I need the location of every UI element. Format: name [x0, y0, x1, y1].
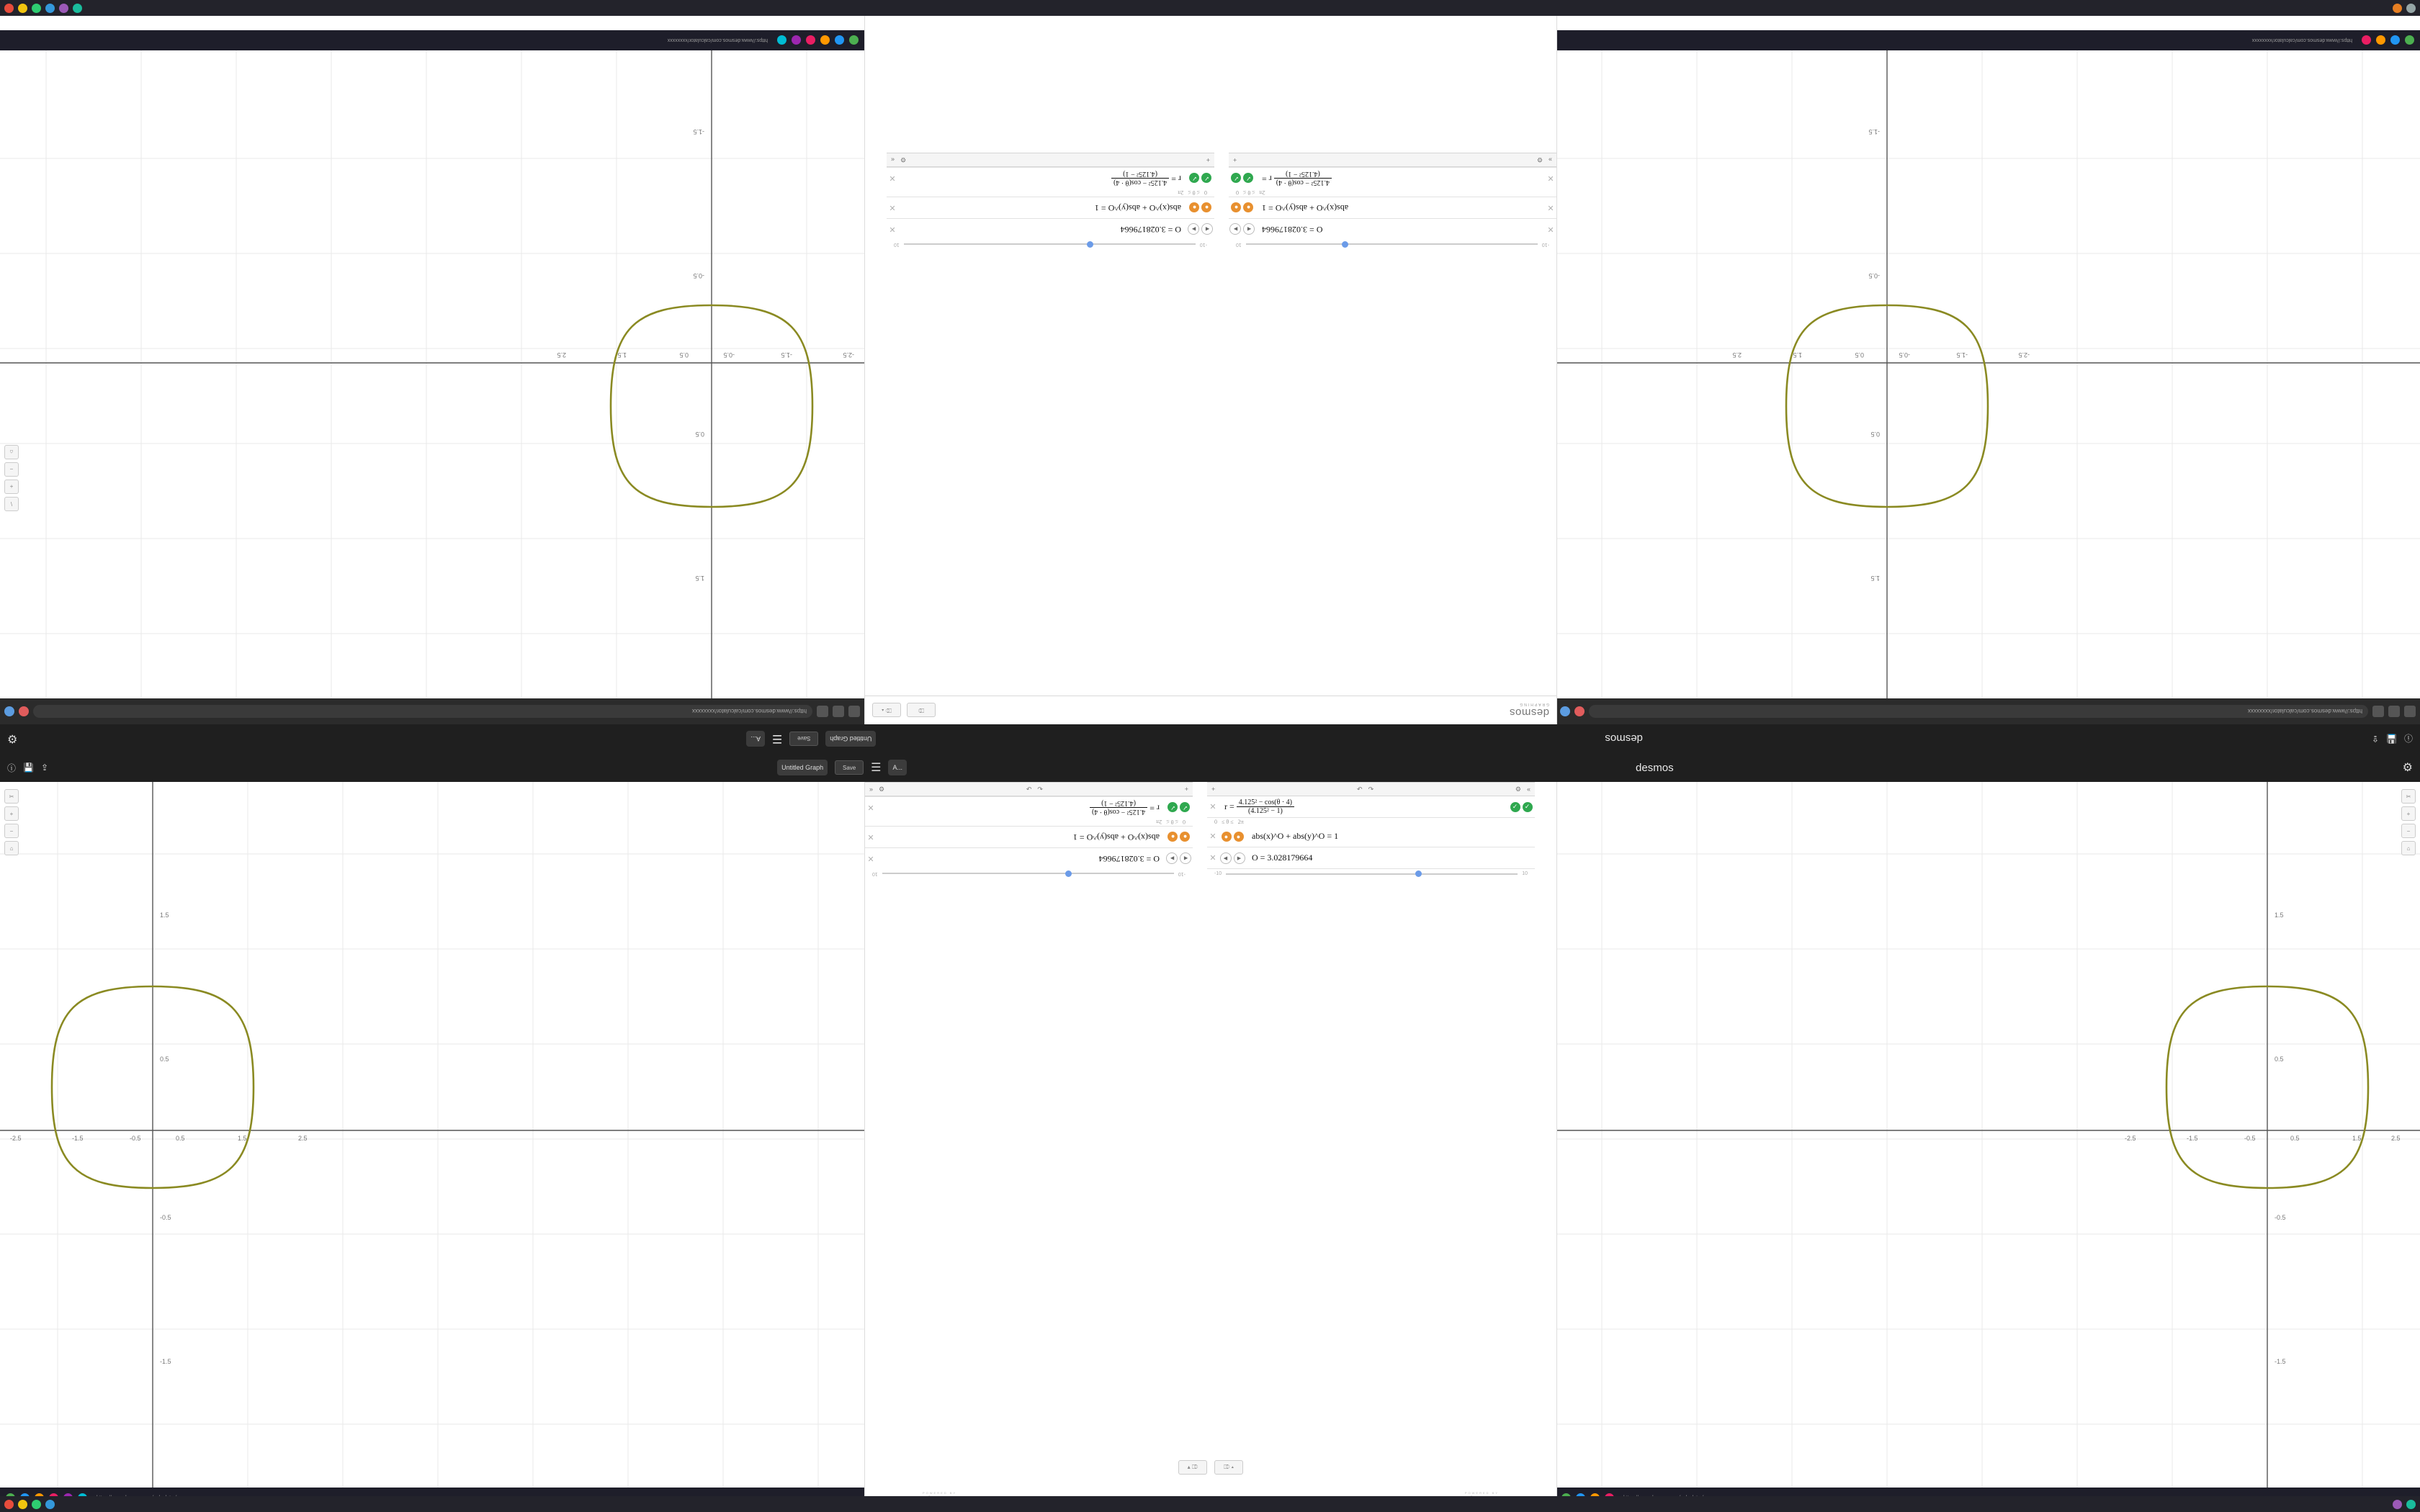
polar-numerator: 4.125² − cos(θ · 4) [1274, 178, 1332, 187]
graph-canvas-tl[interactable] [0, 50, 864, 698]
delete-expression-button[interactable]: ✕ [1209, 832, 1216, 841]
expression-row-3[interactable] [865, 847, 1193, 869]
profile-icon[interactable] [1560, 706, 1570, 716]
extension-icon[interactable] [1574, 706, 1585, 716]
delete-expression-button[interactable]: ✕ [889, 203, 896, 212]
color-swatches[interactable] [1229, 203, 1256, 213]
expression-row-3[interactable] [1207, 847, 1535, 869]
svg-text:1.5: 1.5 [238, 1135, 247, 1142]
window-top-right[interactable] [1556, 0, 2420, 724]
color-dot-orange-2[interactable]: ● [1190, 203, 1200, 213]
delete-expression-button[interactable]: ✕ [1209, 803, 1216, 811]
polar-numerator: 4.125² − cos(θ · 4) [1090, 807, 1147, 816]
slider-next-button[interactable]: ▶ [1234, 852, 1245, 864]
color-dot-green[interactable]: ✓ [1244, 174, 1254, 184]
polar-denominator: (4.125² − 1) [1101, 799, 1137, 807]
color-dot-green[interactable]: ✓ [1510, 802, 1520, 812]
forward-icon[interactable] [2388, 706, 2400, 717]
domain-row [887, 189, 1214, 197]
color-dot-orange-2[interactable]: ● [1168, 832, 1178, 842]
svg-text:-1.5: -1.5 [1868, 128, 1880, 135]
graph-title[interactable]: Untitled Graph [777, 760, 828, 775]
svg-text:0.5: 0.5 [176, 1135, 185, 1142]
expression-latex-2[interactable]: abs(x)^O + abs(y)^O = 1 [1252, 831, 1339, 841]
undo-icon[interactable]: ↶ [1357, 785, 1363, 793]
domain-max: 2π [1237, 819, 1244, 825]
expression-list-left-b[interactable] [865, 782, 1193, 878]
delete-expression-button[interactable]: ✕ [1547, 225, 1554, 233]
address-bar[interactable]: https://www.desmos.com/calculator/xxxxxxxx [1589, 705, 2368, 718]
expression-latex-3[interactable]: O = 3.028179664 [1120, 225, 1181, 235]
delete-expression-button[interactable]: ✕ [867, 854, 874, 863]
desmos-wordmark: desmos [1605, 732, 1643, 745]
expression-list-right-b[interactable] [1207, 782, 1535, 878]
account-label[interactable]: A... [746, 731, 765, 747]
expression-latex-3[interactable]: O = 3.028179664 [1252, 852, 1313, 863]
profile-icon[interactable] [4, 706, 14, 716]
graph-svg [0, 50, 864, 698]
slider-knob[interactable] [1415, 870, 1422, 877]
svg-text:-0.5: -0.5 [130, 1135, 141, 1142]
svg-text:1.5: 1.5 [2275, 912, 2284, 919]
gear-icon[interactable]: ⚙ [900, 156, 907, 164]
expression-row-1[interactable] [1207, 796, 1535, 818]
back-icon[interactable] [2404, 706, 2416, 717]
hamburger-icon[interactable]: ☰ [771, 732, 783, 744]
polar-lhs: r = [1171, 174, 1181, 184]
color-dot-orange[interactable]: ● [1244, 203, 1254, 213]
expression-list-right[interactable] [887, 153, 1214, 249]
domain-text: ≤ θ ≤ [1222, 819, 1234, 825]
zoom-in-button[interactable]: + [4, 806, 19, 821]
gear-icon[interactable]: ⚙ [1536, 156, 1543, 164]
keypad-button[interactable]: ⎄ [907, 703, 936, 718]
slider-max-label: 10 [1236, 242, 1242, 247]
color-swatches[interactable] [1187, 203, 1214, 213]
svg-text:-0.5: -0.5 [2275, 1214, 2286, 1221]
home-button[interactable]: ⌂ [4, 445, 19, 459]
domain-max: 2π [1259, 189, 1265, 196]
expression-toolbar-right-b[interactable] [1207, 782, 1535, 796]
back-icon[interactable] [848, 706, 860, 717]
expression-panel-bottom[interactable] [864, 782, 1557, 1512]
help-icon[interactable]: ⓘ [7, 762, 17, 773]
slider-max-label: 10 [872, 871, 878, 876]
slider-max-label: 10 [894, 242, 900, 247]
forward-icon[interactable] [833, 706, 844, 717]
zoom-out-button[interactable]: − [4, 462, 19, 477]
slider-prev-button[interactable]: ◀ [1202, 224, 1214, 235]
slider-min-label: -10 [1541, 242, 1549, 247]
polar-denominator: (4.125² − 1) [1123, 170, 1158, 178]
slider-row[interactable] [1207, 869, 1535, 878]
zoom-out-button[interactable]: − [4, 824, 19, 838]
svg-text:0.5: 0.5 [2275, 1056, 2284, 1063]
settings-icon[interactable]: ⚙ [2402, 762, 2413, 774]
svg-text:-2.5: -2.5 [10, 1135, 22, 1142]
collapse-icon[interactable]: » [869, 786, 874, 793]
collapse-icon[interactable]: « [1527, 786, 1531, 793]
color-dot-green-2[interactable]: ✓ [1232, 174, 1242, 184]
graph-canvas-tr[interactable] [1556, 50, 2420, 698]
expression-toolbar-left[interactable] [1229, 153, 1556, 167]
browser-toolbar-tl[interactable] [0, 698, 864, 724]
delete-expression-button[interactable]: ✕ [867, 832, 874, 841]
save-icon[interactable]: 💾 [2386, 734, 2397, 744]
expression-row-2[interactable] [887, 197, 1214, 218]
zoom-in-button[interactable]: + [2401, 806, 2416, 821]
extension-icon[interactable] [19, 706, 29, 716]
domain-row [1207, 818, 1535, 826]
domain-text: ≤ θ ≤ [1188, 189, 1200, 196]
keypad-button-2[interactable]: ⎄ ▴ [1214, 1460, 1243, 1475]
add-expression-button[interactable]: + [1206, 156, 1210, 163]
polar-numerator: 4.125² − cos(θ · 4) [1111, 178, 1169, 187]
redo-icon[interactable]: ↷ [1368, 785, 1374, 793]
add-expression-button[interactable]: + [1211, 786, 1216, 793]
delete-expression-button[interactable]: ✕ [1209, 854, 1216, 863]
desmos-titlebar-bottom[interactable] [0, 753, 2420, 782]
save-button[interactable]: Save [835, 760, 864, 775]
color-dot-orange[interactable]: ● [1202, 203, 1212, 213]
wrench-button[interactable]: ✂ [4, 789, 19, 804]
add-expression-button[interactable]: + [1184, 786, 1189, 793]
svg-text:-2.5: -2.5 [2125, 1135, 2136, 1142]
expression-latex-1[interactable] [898, 170, 1187, 187]
expression-latex-2[interactable]: abs(x)^O + abs(y)^O = 1 [1072, 832, 1160, 842]
zoom-reset-button[interactable]: \ [4, 497, 19, 511]
title-bar-band [0, 724, 2420, 782]
expression-row-1[interactable] [865, 796, 1193, 818]
expression-row-2[interactable] [1229, 197, 1556, 218]
svg-text:1.5: 1.5 [1793, 351, 1802, 359]
wrench-button[interactable]: ✂ [2401, 789, 2416, 804]
svg-text:-1.5: -1.5 [2275, 1358, 2286, 1365]
polar-denominator: (4.125² − 1) [1247, 807, 1283, 815]
address-bar[interactable]: https://www.desmos.com/calculator/xxxxxxxx [33, 705, 812, 718]
svg-text:0.5: 0.5 [679, 351, 689, 359]
slider-min-label: -10 [1178, 871, 1186, 876]
color-dot-orange[interactable]: ● [1180, 832, 1191, 842]
color-swatches[interactable] [1165, 803, 1193, 813]
svg-text:-1.5: -1.5 [693, 128, 704, 135]
domain-min: 0 [1236, 189, 1239, 196]
window-top-left[interactable] [0, 0, 864, 724]
graph-canvas-br[interactable] [1556, 782, 2420, 1488]
slider-row[interactable] [865, 869, 1193, 878]
color-swatches[interactable] [1219, 832, 1246, 842]
slider-knob[interactable] [1087, 242, 1093, 248]
slider-track[interactable] [904, 244, 1196, 246]
domain-max: 2π [1156, 819, 1162, 825]
svg-text:2.5: 2.5 [2391, 1135, 2401, 1142]
delete-expression-button[interactable]: ✕ [1547, 203, 1554, 212]
domain-max: 2π [1178, 189, 1184, 196]
expression-row-3[interactable] [1229, 218, 1556, 240]
slider-next-button[interactable]: ▶ [1188, 224, 1200, 235]
svg-text:-0.5: -0.5 [1868, 272, 1880, 279]
svg-text:-0.5: -0.5 [693, 272, 704, 279]
expression-row-3[interactable] [887, 218, 1214, 240]
delete-expression-button[interactable]: ✕ [1547, 174, 1554, 182]
expression-list-left[interactable] [1229, 153, 1556, 249]
expression-toolbar-left-b[interactable] [865, 782, 1193, 796]
svg-text:0.5: 0.5 [2290, 1135, 2300, 1142]
delete-expression-button[interactable]: ✕ [867, 803, 874, 811]
graph-svg [1556, 50, 2420, 698]
save-button[interactable]: Save [789, 732, 818, 746]
svg-text:-2.5: -2.5 [843, 351, 854, 359]
save-icon[interactable]: 💾 [23, 762, 34, 773]
svg-text:2.5: 2.5 [298, 1135, 308, 1142]
svg-text:2.5: 2.5 [1732, 351, 1742, 359]
expression-latex-1[interactable] [1256, 170, 1545, 187]
keypad-bar[interactable] [865, 1460, 1556, 1475]
svg-text:-1.5: -1.5 [781, 351, 792, 359]
color-swatches[interactable] [1229, 174, 1256, 184]
svg-text:-1.5: -1.5 [160, 1358, 171, 1365]
slider-playback-controls[interactable] [1165, 853, 1193, 865]
collapse-icon[interactable]: » [1548, 156, 1552, 163]
svg-text:1.5: 1.5 [2352, 1135, 2362, 1142]
window-bottom-right[interactable] [1556, 782, 2420, 1512]
footer-logo-left: POWERED BY [923, 1491, 957, 1495]
desmos-logo: desmos GRAPHING [1509, 702, 1549, 719]
svg-text:0.5: 0.5 [695, 431, 704, 438]
status-text: https://www.desmos.com/calculator/xxxxxxxx [667, 37, 768, 43]
redo-icon[interactable]: ↷ [1037, 785, 1043, 793]
zoom-in-button[interactable]: + [4, 480, 19, 494]
os-strip-bottom[interactable] [0, 1496, 2420, 1512]
color-swatches[interactable] [1507, 802, 1535, 812]
svg-text:-1.5: -1.5 [2187, 1135, 2198, 1142]
expression-latex-1[interactable] [877, 799, 1165, 816]
slider-playback-controls[interactable] [1229, 224, 1256, 235]
color-dot-green[interactable]: ✓ [1180, 803, 1191, 813]
graph-svg [0, 782, 864, 1488]
window-bottom-left[interactable] [0, 782, 864, 1512]
share-icon[interactable]: ⇪ [2371, 734, 2380, 744]
slider-knob[interactable] [1342, 242, 1348, 248]
slider-row[interactable] [887, 240, 1214, 249]
graph-svg [1556, 782, 2420, 1488]
expression-latex-3[interactable]: O = 3.028179664 [1262, 225, 1323, 235]
expression-panel-top[interactable] [864, 0, 1557, 724]
os-strip-top[interactable] [0, 0, 2420, 16]
color-dot-green[interactable]: ✓ [1202, 174, 1212, 184]
svg-text:-0.5: -0.5 [160, 1214, 171, 1221]
desmos-header-top[interactable] [865, 696, 1556, 724]
svg-text:0.5: 0.5 [160, 1056, 169, 1063]
polar-denominator: (4.125² − 1) [1285, 170, 1320, 178]
collapse-icon[interactable]: « [891, 156, 895, 163]
domain-min: 0 [1214, 819, 1217, 825]
color-swatches[interactable] [1165, 832, 1193, 842]
slider-min-label: -10 [1199, 242, 1207, 247]
browser-toolbar-tr[interactable] [1556, 698, 2420, 724]
expression-row-1[interactable] [887, 167, 1214, 189]
slider-prev-button[interactable]: ◀ [1244, 224, 1255, 235]
share-icon[interactable]: ⇪ [40, 762, 49, 773]
slider-min-label: -10 [1214, 871, 1222, 876]
taskbar-tl[interactable] [0, 30, 864, 50]
taskbar-tr[interactable] [1556, 30, 2420, 50]
polar-lhs: r = [1224, 801, 1234, 811]
zoom-out-button[interactable]: − [2401, 824, 2416, 838]
expression-latex-2[interactable]: abs(x)^O + abs(y)^O = 1 [1262, 203, 1349, 213]
expression-row-2[interactable] [865, 826, 1193, 847]
slider-track[interactable] [1246, 244, 1538, 246]
domain-min: 0 [1183, 819, 1186, 825]
add-expression-button[interactable]: + [1233, 156, 1237, 163]
delete-expression-button[interactable]: ✕ [889, 174, 896, 182]
svg-text:-0.5: -0.5 [1899, 351, 1910, 359]
color-dot-green-2[interactable]: ✓ [1190, 174, 1200, 184]
slider-playback-controls[interactable] [1219, 852, 1246, 864]
keypad-button[interactable]: ▴ ⎄ [1178, 1460, 1207, 1475]
expression-toolbar-right[interactable] [887, 153, 1214, 167]
expression-row-2[interactable] [1207, 826, 1535, 847]
svg-text:-2.5: -2.5 [2018, 351, 2030, 359]
footer-logo-right: POWERED BY [1464, 1491, 1499, 1495]
status-text: https://www.desmos.com/calculator/xxxxxxxx [2251, 37, 2352, 43]
expression-row-1[interactable] [1229, 167, 1556, 189]
graph-title[interactable]: Untitled Graph [825, 731, 876, 747]
color-swatches[interactable] [1187, 174, 1214, 184]
color-dot-orange-2[interactable]: ● [1234, 832, 1244, 842]
help-icon[interactable]: ⓘ [2403, 733, 2413, 744]
svg-text:1.5: 1.5 [1870, 575, 1880, 582]
svg-text:1.5: 1.5 [160, 912, 169, 919]
settings-icon[interactable]: ⚙ [7, 732, 18, 744]
svg-text:0.5: 0.5 [1855, 351, 1864, 359]
slider-playback-controls[interactable] [1187, 224, 1214, 235]
desmos-wordmark: desmos [1636, 761, 1674, 774]
svg-text:-0.5: -0.5 [2244, 1135, 2256, 1142]
slider-max-label: 10 [1522, 871, 1528, 876]
svg-text:2.5: 2.5 [557, 351, 566, 359]
slider-row[interactable] [1229, 240, 1556, 249]
color-dot-orange[interactable]: ● [1222, 832, 1232, 842]
gear-icon[interactable]: ⚙ [879, 785, 885, 793]
account-label[interactable]: A... [888, 760, 907, 775]
color-dot-orange-2[interactable]: ● [1232, 203, 1242, 213]
svg-text:-1.5: -1.5 [1956, 351, 1968, 359]
slider-next-button[interactable]: ▶ [1167, 853, 1178, 865]
svg-text:-1.5: -1.5 [72, 1135, 84, 1142]
svg-text:1.5: 1.5 [695, 575, 704, 582]
hamburger-icon[interactable]: ☰ [871, 762, 882, 774]
domain-text: ≤ θ ≤ [1166, 819, 1178, 825]
color-dot-green-2[interactable]: ✓ [1168, 803, 1178, 813]
polar-numerator: 4.125² − cos(θ · 4) [1237, 798, 1294, 808]
domain-text: ≤ θ ≤ [1243, 189, 1255, 196]
slider-track[interactable] [882, 873, 1174, 875]
undo-icon[interactable]: ↶ [1026, 785, 1032, 793]
home-button[interactable]: ⌂ [4, 841, 19, 855]
slider-knob[interactable] [1065, 871, 1072, 878]
polar-lhs: r = [1150, 803, 1160, 814]
slider-prev-button[interactable]: ◀ [1180, 853, 1192, 865]
reload-icon[interactable] [2372, 706, 2384, 717]
graph-canvas-bl[interactable] [0, 782, 864, 1488]
domain-row [865, 818, 1193, 826]
domain-min: 0 [1204, 189, 1207, 196]
svg-text:0.5: 0.5 [1870, 431, 1880, 438]
color-dot-green-2[interactable]: ✓ [1523, 802, 1533, 812]
keypad-button-2[interactable]: ⎄ ▴ [872, 703, 901, 718]
gear-icon[interactable]: ⚙ [1515, 785, 1521, 793]
home-button[interactable]: ⌂ [2401, 841, 2416, 855]
slider-prev-button[interactable]: ◀ [1220, 852, 1232, 864]
reload-icon[interactable] [817, 706, 828, 717]
slider-track[interactable] [1226, 873, 1518, 875]
expression-latex-3[interactable]: O = 3.028179664 [1098, 854, 1160, 864]
delete-expression-button[interactable]: ✕ [889, 225, 896, 233]
svg-text:1.5: 1.5 [617, 351, 627, 359]
expression-latex-1[interactable] [1219, 798, 1507, 816]
expression-latex-2[interactable]: abs(x)^O + abs(y)^O = 1 [1094, 203, 1181, 213]
polar-lhs: r = [1262, 174, 1272, 184]
domain-row [1229, 189, 1556, 197]
svg-text:-0.5: -0.5 [723, 351, 735, 359]
desmos-titlebar-top[interactable] [0, 724, 2420, 753]
slider-next-button[interactable]: ▶ [1230, 224, 1242, 235]
